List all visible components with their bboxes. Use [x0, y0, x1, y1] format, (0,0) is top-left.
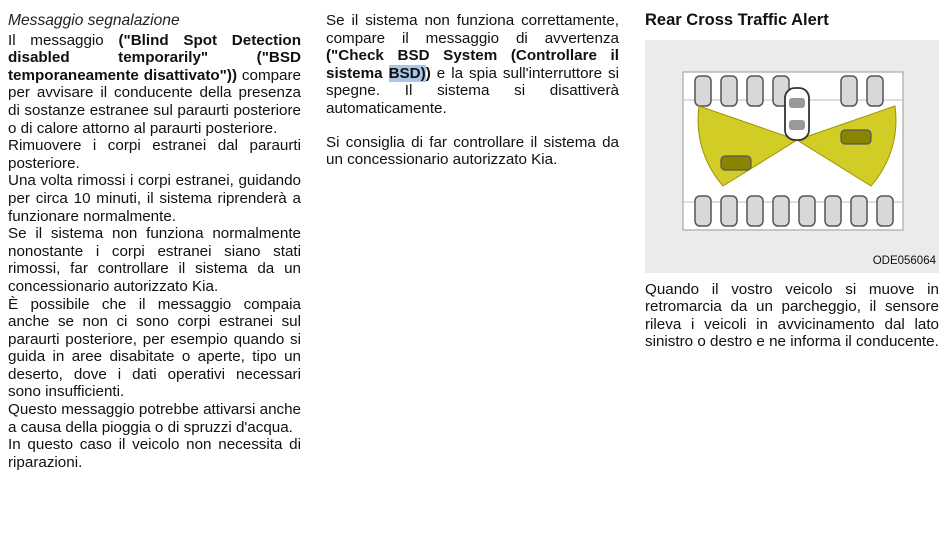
column-middle [326, 12, 619, 169]
section-heading: Messaggio segnalazione [8, 12, 180, 29]
paragraph-text: compare per avvisare il conducente della presenza di sostanze estranee sul paraurti posteriore o di calore attorno al paraurti posteriore. [8, 66, 301, 137]
own-vehicle [785, 88, 809, 140]
paragraph-desert: È possibile che il messaggio compaia anche se non ci sono corpi estranei sul paraurti posteriore, per esempio quando si guida in aree disabitate o aperte, tipo un deserto, dove i dati operativi necessari sono insufficienti. [8, 295, 301, 401]
parking-lot-diagram [645, 40, 939, 273]
paragraph-text: Il messaggio [8, 31, 119, 49]
paragraph-text: Se il sistema non funziona correttamente, compare il messaggio di avvertenza [326, 12, 619, 47]
figure-code: ODE056064 [872, 255, 936, 267]
paragraph-dealer-advice: Si consiglia di far controllare il sistema da un concessionario autorizzato Kia. [326, 133, 619, 169]
message-quote: ("Blind Spot Detection disabled temporarily" ("BSD temporaneamente disattivato")) [8, 31, 301, 84]
message-quote: ("Check BSD System (Controllare il sistema BSD)) [326, 47, 619, 82]
rcta-illustration [645, 40, 939, 273]
column-left [8, 12, 301, 471]
paragraph-text: e la spia sull'interruttore si spegne. Il sistema si disattiverà automaticamente. [326, 64, 619, 117]
column-right [645, 12, 939, 351]
approaching-car-right [841, 130, 871, 144]
paragraph-remove: Rimuovere i corpi estranei dal paraurti posteriore. [8, 137, 301, 172]
paragraph-check-bsd [326, 12, 619, 118]
paragraph-dealer: Se il sistema non funziona normalmente nonostante i corpi estranei siano stati rimossi, far controllare il sistema da un concessionario autorizzato Kia. [8, 225, 301, 295]
rcta-description: Quando il vostro veicolo si muove in retromarcia da un parcheggio, il sensore rileva i veicoli in avvicinamento dal lato sinistro o destro e ne informa il conducente. [645, 280, 939, 351]
approaching-car-left [721, 156, 751, 170]
section-title: Rear Cross Traffic Alert [645, 11, 829, 29]
paragraph-no-repair: In questo caso il veicolo non necessita di riparazioni. [8, 436, 301, 471]
paragraph-resume: Una volta rimossi i corpi estranei, guidando per circa 10 minuti, il sistema riprenderà a funzionare normalmente. [8, 172, 301, 225]
highlighted-text[interactable]: BSD) [388, 64, 426, 82]
paragraph-message [8, 32, 301, 138]
paragraph-rain: Questo messaggio potrebbe attivarsi anche a causa della pioggia o di spruzzi d'acqua. [8, 401, 301, 436]
